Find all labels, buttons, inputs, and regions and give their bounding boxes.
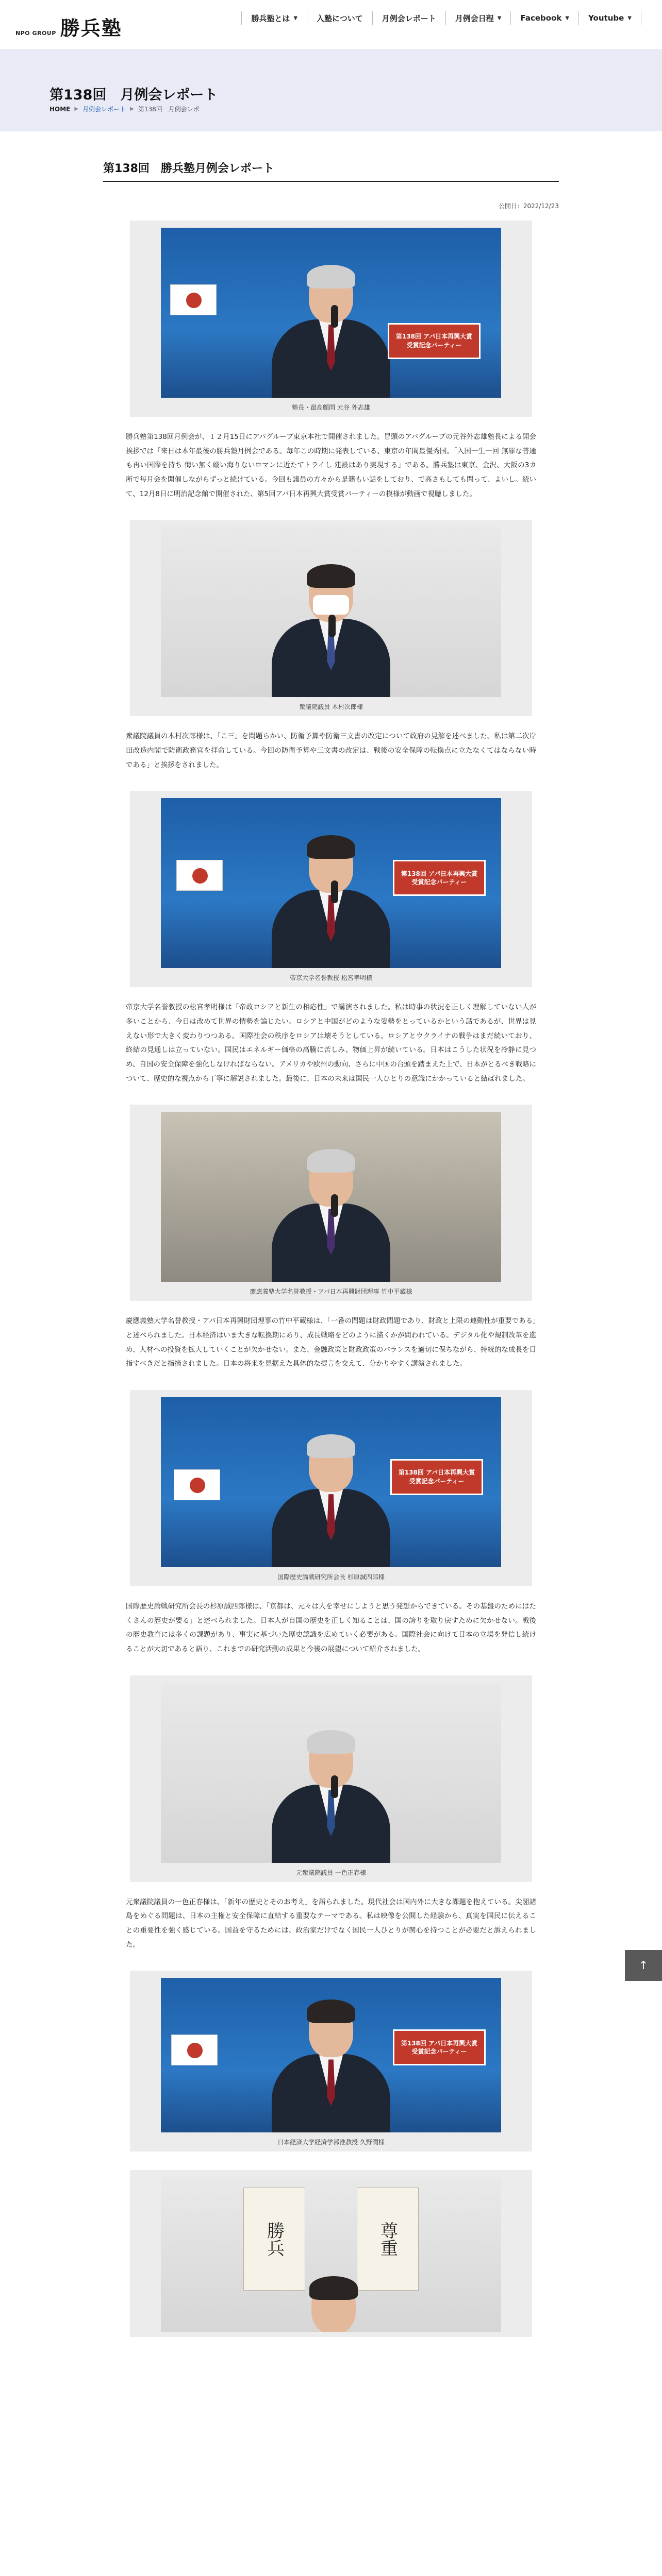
nav-label: Facebook [520, 13, 562, 23]
nav-item-join[interactable] [307, 11, 372, 25]
article-photo-figure [130, 2170, 532, 2337]
photo-takenaka [161, 1112, 501, 1282]
nav-item-facebook[interactable] [510, 11, 578, 25]
breadcrumb-current: 第138回 月例会レポ [138, 106, 200, 113]
article-paragraph: 勝兵塾第138回月例会が、１２月15日にアパグループ東京本社で開催されました。冒頭のアパグループの元谷外志雄塾長による開会挨拶では「来日は本年最後の勝兵塾月例会である。毎年この時期に発表している、東京の年間最優秀国。「入国一生一回 無罪な普通も再い国際を持ち 悔い無く厳い海りないロマンに近たてトライし 建設はあり実現する」である。勝兵塾は東京、金沢、大阪の3カ所で毎月会を開催しながらずっと続けている。今回も議員の方々から是籍もい話をしており、で高さもしても問って、よいし。続いて、12月8日に明治記念館で開催された、第5回アパ日本再興大賞受賞パーティーの模様が動画で視聴しました。 [126, 433, 536, 498]
site-header [0, 0, 662, 49]
main-nav [241, 11, 641, 25]
photo-caption: 帝京大学名誉教授 松宮孝明様 [290, 974, 372, 982]
japan-flag-icon [174, 1469, 220, 1500]
nav-item-youtube[interactable] [578, 11, 641, 25]
photo-caption: 塾長・最高顧問 元谷 外志雄 [292, 404, 370, 411]
chevron-down-icon: ▼ [293, 15, 298, 21]
nav-label: 入塾について [317, 13, 363, 23]
article-photo-figure [130, 1675, 532, 1882]
article-photo-figure [130, 520, 532, 716]
article-photo-figure [130, 1390, 532, 1586]
scroll-top-button[interactable] [625, 1950, 662, 1981]
japan-flag-icon [176, 860, 223, 891]
calligraphy-scroll: 勝兵 [243, 2188, 305, 2291]
publish-date: 公開日：2022/12/23 [498, 202, 559, 210]
site-logo[interactable] [15, 12, 122, 41]
breadcrumb-home[interactable]: HOME [49, 105, 71, 113]
calligraphy-scroll: 尊重 [357, 2188, 419, 2291]
japan-flag-icon [170, 284, 217, 315]
article-paragraph: 帝京大学名誉教授の松宮孝明様は「帝政ロシアと新生の相応性」で講演されました。私は時事の状況を正しく理解していない人が多いことから、今日は改めて世界の情勢を論じたい。ロシアと中国がどのような姿勢をとっているかという話であるが、世界は見えない形で大きく変わりつつある。国際社会の秩序をロシアは壊そうとしている。ロシアとウクライナの戦争はまだ続いており、終結の見通しは立っていない。国民はエネルギー価格の高騰に苦しみ、物価上昇が続いている。日本はこうした状況を冷静に見つめ、自国の安全保障を強化しなければならない。アメリカや欧州の動向、さらに中国の台頭を踏まえた上で、日本がとるべき戦略について、歴史的な視点から丁寧に解説されました。最後に、日本の未来は国民一人ひとりの意識にかかっていると結ばれました。 [126, 1003, 536, 1083]
nav-label: 月例会レポート [382, 13, 436, 23]
event-banner: 第138回 アパ日本再興大賞 受賞記念パーティー [393, 860, 486, 896]
article-title: 第138回 勝兵塾月例会レポート [103, 160, 559, 182]
nav-label: 勝兵塾とは [251, 13, 290, 23]
photo-kimura [161, 527, 501, 697]
photo-caption: 衆議院議員 木村次郎様 [299, 703, 363, 711]
photo-caption: 日本経済大学経済学部准教授 久野潤様 [277, 2139, 385, 2146]
nav-item-schedule[interactable] [445, 11, 511, 25]
breadcrumb-separator-icon: ▶ [74, 106, 79, 112]
nav-label: 月例会日程 [455, 13, 494, 23]
nav-item-reports[interactable] [372, 11, 445, 25]
article-paragraph: 国際歴史論戦研究所会長の杉原誠四郎様は、「京都は、元々は人を幸せにしようと思う発想からできている。その基盤のためにはたくさんの歴史が要る」と述べられました。日本人が自国の歴史を正しく知ることは、国の誇りを取り戻すために欠かせない。戦後の歴史教育には多くの課題があり、事実に基づいた歴史認識を広めていく必要がある。国際社会に向けて日本の立場を発信し続けることが大切であると語り、これまでの研究活動の成果と今後の展望について紹介されました。 [126, 1602, 536, 1654]
article-photo-figure [130, 1105, 532, 1301]
breadcrumb-reports[interactable]: 月例会レポート [82, 106, 126, 113]
photo-kuno [161, 1978, 501, 2132]
article-photo-figure [130, 221, 532, 417]
logo-main-text: 勝兵塾 [60, 16, 122, 40]
photo-matsumiya [161, 798, 501, 968]
event-banner: 第138回 アパ日本再興大賞 受賞記念パーティー [388, 323, 481, 359]
photo-motoya [161, 228, 501, 398]
nav-item-about[interactable] [241, 11, 307, 25]
photo-sugihara [161, 1397, 501, 1567]
article [103, 160, 559, 2337]
photo-calligraphy-speaker [161, 2177, 501, 2332]
photo-caption: 国際歴史論戦研究所会長 杉原誠四郎様 [277, 1573, 385, 1581]
photo-isshiki [161, 1683, 501, 1863]
chevron-down-icon: ▼ [497, 15, 502, 21]
chevron-down-icon: ▼ [627, 15, 632, 21]
article-paragraph: 元衆議院議員の一色正春様は、「新年の歴史とそのお考え」を語られました。現代社会は国内外に大きな課題を抱えている。尖閣諸島をめぐる問題は、日本の主権と安全保障に直結する重要なテーマである。私は映像を公開した経験から、真実を国民に伝えることの重要性を強く感じている。国益を守るためには、政治家だけでなく国民一人ひとりが関心を持つことが必要だと訴えられました。 [126, 1897, 536, 1949]
nav-label: Youtube [588, 13, 624, 23]
chevron-up-icon: ↑ [638, 1959, 649, 1972]
page-title: 第138回 月例会レポート [49, 87, 218, 103]
photo-caption: 慶應義塾大学名誉教授・アパ日本再興財団理事 竹中平蔵様 [250, 1288, 412, 1296]
japan-flag-icon [171, 2035, 218, 2065]
event-banner: 第138回 アパ日本再興大賞 受賞記念パーティー [390, 1459, 483, 1495]
logo-group-label: NPO GROUP [15, 30, 56, 37]
event-banner: 第138回 アパ日本再興大賞 受賞記念パーティー [393, 2029, 486, 2065]
breadcrumb-separator-icon: ▶ [130, 106, 134, 112]
article-photo-figure [130, 1971, 532, 2151]
article-paragraph: 慶應義塾大学名誉教授・アパ日本再興財団理事の竹中平蔵様は、「一番の問題は財政問題であり、財政と上限の連動性が重要である」と述べられました。日本経済はいま大きな転換期にあり、成長戦略をどのように描くかが問われている。デジタル化や規制改革を進め、人材への投資を拡大していくことが欠かせない。また、金融政策と財政政策のバランスを適切に保ちながら、持続的な成長を目指すべきだと指摘されました。日本の将来を見据えた具体的な提言を交えて、分かりやすく講演されました。 [126, 1317, 536, 1368]
photo-caption: 元衆議院議員 一色正春様 [296, 1869, 366, 1876]
article-photo-figure [130, 791, 532, 987]
chevron-down-icon: ▼ [565, 15, 570, 21]
article-paragraph: 衆議院議員の木村次郎様は、「こ三」を問題らかい、防衛予算や防衛三文書の改定について政府の見解を述べました。私は第二次岸田改造内閣で防衛政務官を拝命している。今回の防衛予算や三文書の改定は、戦後の安全保障の転換点に立たなくてはならない時である」と挨拶をされました。 [126, 732, 536, 769]
breadcrumb [49, 105, 200, 113]
